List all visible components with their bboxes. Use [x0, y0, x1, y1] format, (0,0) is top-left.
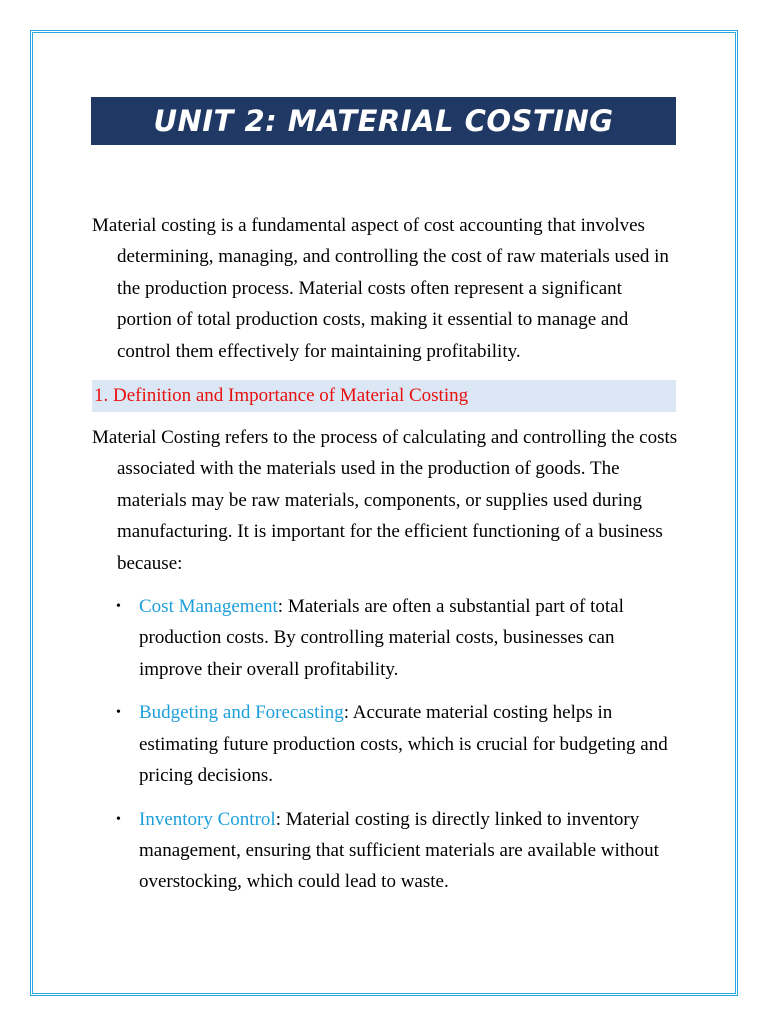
section-heading-text: 1. Definition and Importance of Material Costing: [94, 385, 469, 407]
list-item: [92, 804, 680, 898]
bullet-text: Materials are often a substantial part of total production costs. By controlling material costs, businesses can improve their overall profitability.: [139, 596, 624, 680]
bullet-text: Accurate material costing helps in estimating future production costs, which is crucial for budgeting and pricing decisions.: [139, 702, 668, 787]
list-item: [92, 591, 680, 685]
importance-list: [92, 591, 680, 898]
bullet-colon: :: [343, 702, 350, 724]
bullet-term: Budgeting and Forecasting: [139, 702, 344, 724]
bullet-colon: :: [275, 808, 281, 830]
bullet-term: Inventory Control: [139, 808, 276, 830]
definition-paragraph: [92, 422, 680, 579]
bullet-icon: •: [116, 599, 121, 615]
intro-paragraph: Material costing is a fundamental aspect of cost accounting that involves determining, managing, and controlling the cost of raw materials used in the production process. Material costs often represent a significant portion of total production costs, making it essential to manage and control them effectively for maintaining profitability.: [92, 215, 669, 362]
bullet-icon: •: [116, 705, 121, 721]
title-banner: [91, 97, 676, 145]
list-item: [92, 697, 680, 791]
page-title: UNIT 2: MATERIAL COSTING: [153, 104, 614, 138]
document-body: [92, 210, 680, 910]
definition-term: Material Costing: [92, 427, 221, 449]
section-heading: [92, 380, 676, 412]
bullet-icon: •: [116, 811, 121, 827]
definition-text: refers to the process of calculating and controlling the costs associated with the materials used in the production of goods. The materials may be raw materials, components, or supplies used during manufacturing. It is important for the efficient functioning of a business because:: [117, 427, 678, 574]
bullet-term: Cost Management: [139, 596, 278, 618]
bullet-colon: :: [277, 596, 284, 618]
bullet-text: Material costing is directly linked to inventory management, ensuring that sufficient materials are available without overstocking, which could lead to waste.: [139, 808, 659, 893]
